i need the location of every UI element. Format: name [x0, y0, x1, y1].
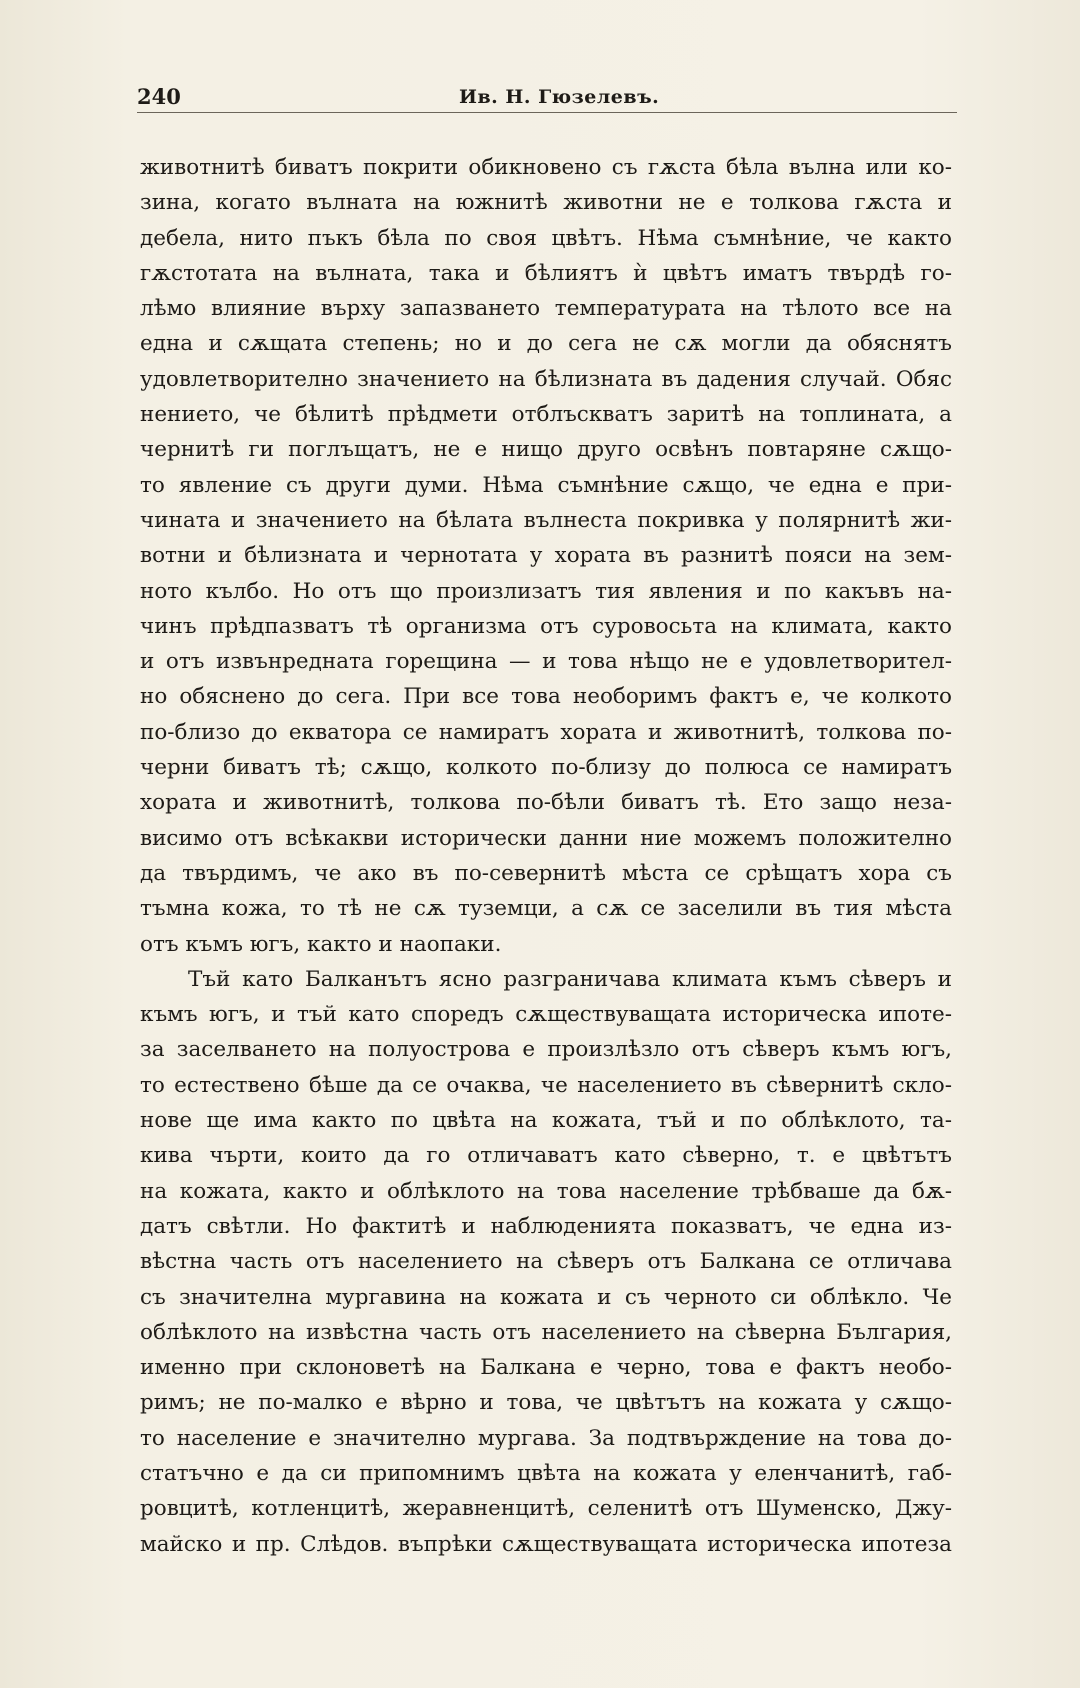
text-line: ното кълбо. Но отъ що произлизатъ тия явления и по какъвъ на- [140, 578, 952, 604]
text-line: статъчно е да си припомнимъ цвѣта на кожата у еленчанитѣ, габ- [140, 1460, 952, 1486]
text-line: чинъ прѣдпазватъ тѣ организма отъ суровосьта на климата, както [140, 613, 952, 639]
text-line: ровцитѣ, котленцитѣ, жеравненцитѣ, селенитѣ отъ Шуменско, Джу- [140, 1496, 952, 1522]
text-line: удовлетворително значението на бѣлизната въ дадения случай. Обяс [140, 366, 952, 392]
text-line: хората и животнитѣ, толкова по-бѣли биватъ тѣ. Ето защо неза- [140, 790, 952, 816]
body-text [140, 150, 952, 1562]
text-line: животнитѣ биватъ покрити обикновено съ гѫста бѣла вълна или ко- [140, 155, 952, 180]
text-line: на кожата, както и облѣклото на това население трѣбваше да бѫ- [140, 1178, 952, 1204]
text-line: вѣстна часть отъ населението на сѣверъ отъ Балкана се отличава [140, 1249, 952, 1275]
text-line: дебела, нито пъкъ бѣла по своя цвѣтъ. Нѣма съмнѣние, че както [140, 225, 952, 251]
header-rule [137, 112, 957, 113]
text-line: отъ къмъ югъ, както и наопаки. [140, 931, 502, 957]
text-line: кива чърти, които да го отличаватъ като сѣверно, т. е цвѣтътъ [140, 1143, 952, 1169]
text-line: чината и значението на бѣлата вълнеста покривка у полярнитѣ жи- [140, 507, 952, 533]
text-line: и отъ извънредната горещина — и това нѣщо не е удовлетворител- [140, 649, 952, 675]
text-line: то явление съ други думи. Нѣма съмнѣние сѫщо, че една е при- [140, 472, 952, 498]
text-line: черни биватъ тѣ; сѫщо, колкото по-близу до полюса се намиратъ [140, 755, 952, 781]
page-header [137, 84, 957, 114]
text-line: лѣмо влияние върху запазването температурата на тѣлото все на [140, 296, 952, 322]
text-line: зина, когато вълната на южнитѣ животни не е толкова гѫста и [140, 190, 952, 216]
text-line: нението, че бѣлитѣ прѣдмети отблъскватъ заритѣ на топлината, а [140, 402, 952, 428]
text-line: то население е значително мургава. За подтвърждение на това до- [140, 1425, 952, 1451]
page-number: 240 [137, 84, 181, 109]
text-line: висимо отъ всѣкакви исторически данни ние можемъ положително [140, 825, 952, 851]
text-line: нове ще има както по цвѣта на кожата, тъй и по облѣклото, та- [140, 1108, 952, 1134]
text-line: облѣклото на извѣстна часть отъ населението на сѣверна България, [140, 1319, 952, 1345]
text-line: за заселването на полуострова е произлѣзло отъ сѣверъ къмъ югъ, [140, 1037, 952, 1063]
text-line: но обяснено до сега. При все това необоримъ фактъ е, че колкото [140, 684, 952, 710]
text-line: да твърдимъ, че ако въ по-севернитѣ мѣста се срѣщатъ хора съ [140, 860, 952, 886]
text-line: датъ свѣтли. Но фактитѣ и наблюденията показватъ, че една из- [140, 1213, 952, 1239]
text-line: съ значителна мургавина на кожата и съ черното си облѣкло. Че [140, 1284, 952, 1310]
text-line: гѫстотата на вълната, така и бѣлиятъ ѝ цвѣтъ иматъ твърдѣ го- [140, 260, 952, 286]
text-line: къмъ югъ, и тъй като споредъ сѫществуващата историческа ипоте- [140, 1002, 952, 1028]
text-line: майско и пр. Слѣдов. въпрѣки сѫществуващата историческа ипотеза [140, 1531, 952, 1557]
text-line: по-близо до екватора се намиратъ хората и животнитѣ, толкова по- [140, 719, 952, 745]
text-line: тъмна кожа, то тѣ не сѫ туземци, а сѫ се заселили въ тия мѣста [140, 896, 952, 922]
running-head: Ив. Н. Гюзелевъ. [459, 86, 660, 108]
text-line: чернитѣ ги поглъщатъ, не е нищо друго освѣнъ повтаряне сѫщо- [140, 437, 952, 463]
text-line: именно при склоноветѣ на Балкана е черно, това е фактъ необо- [140, 1355, 952, 1381]
text-line: то естествено бѣше да се очаква, че населението въ сѣвернитѣ скло- [140, 1072, 952, 1098]
text-line-paragraph-start: Тъй като Балканътъ ясно разграничава климата къмъ сѣверъ и [188, 966, 952, 992]
text-line: римъ; не по-малко е вѣрно и това, че цвѣтътъ на кожата у сѫщо- [140, 1390, 952, 1416]
text-line: една и сѫщата степень; но и до сега не сѫ могли да обяснятъ [140, 331, 952, 357]
text-line: вотни и бѣлизната и чернотата у хората въ разнитѣ пояси на зем- [140, 543, 952, 569]
